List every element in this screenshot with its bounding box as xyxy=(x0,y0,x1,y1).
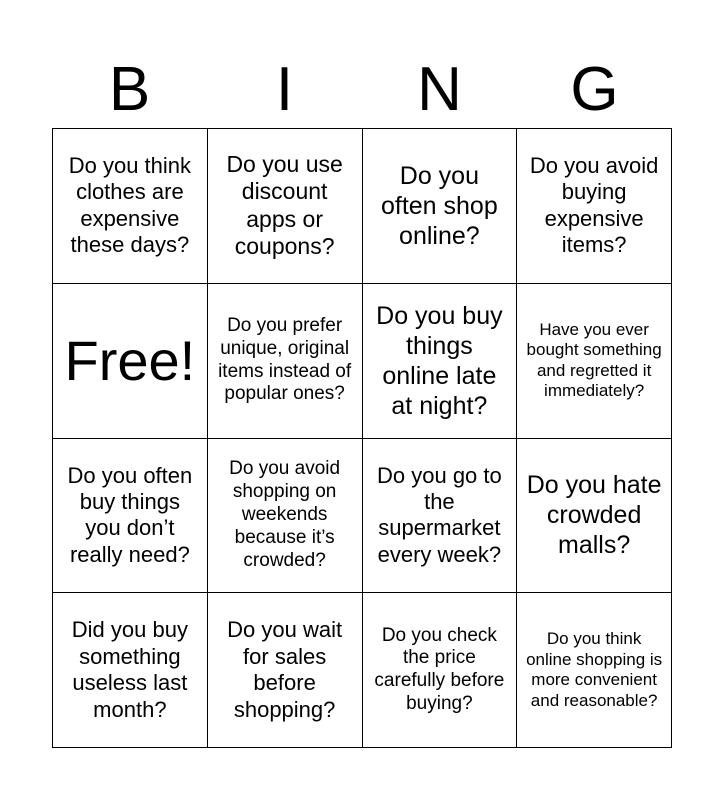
bingo-cell[interactable] xyxy=(517,284,672,439)
cell-text: Do you often buy things you don’t really need? xyxy=(67,462,193,567)
cell-text: Have you ever bought something and regretted it immediately? xyxy=(526,319,662,401)
header-letter-b: B xyxy=(108,55,151,124)
bingo-card xyxy=(52,128,672,748)
free-space-cell[interactable] xyxy=(53,284,208,439)
bingo-cell[interactable] xyxy=(53,439,208,594)
cell-text: Do you prefer unique, original items instead of popular ones? xyxy=(218,315,352,405)
bingo-cell[interactable] xyxy=(53,593,208,748)
cell-text: Do you buy things online late at night? xyxy=(376,301,503,420)
bingo-cell[interactable] xyxy=(517,129,672,284)
cell-text: Do you use discount apps or coupons? xyxy=(226,150,343,260)
bingo-cell[interactable] xyxy=(363,284,518,439)
free-space-text: Free! xyxy=(64,329,196,393)
cell-text: Do you go to the supermarket every week? xyxy=(377,462,502,567)
cell-text: Do you avoid buying expensive items? xyxy=(529,153,659,258)
header-letter-n: N xyxy=(417,55,462,124)
cell-text: Do you avoid shopping on weekends because it’s crowded? xyxy=(229,458,341,571)
bingo-cell[interactable] xyxy=(363,593,518,748)
cell-text: Do you often shop online? xyxy=(380,161,498,250)
bingo-cell[interactable] xyxy=(208,284,363,439)
bingo-cell[interactable] xyxy=(53,129,208,284)
bingo-cell[interactable] xyxy=(208,129,363,284)
bingo-cell[interactable] xyxy=(517,439,672,594)
cell-text: Do you check the price carefully before buying? xyxy=(374,624,505,714)
header-letter-i: I xyxy=(275,55,294,124)
cell-text: Do you hate crowded malls? xyxy=(526,471,662,560)
bingo-cell[interactable] xyxy=(363,129,518,284)
cell-text: Do you think clothes are expensive these days? xyxy=(68,153,192,258)
bingo-cell[interactable] xyxy=(208,439,363,594)
cell-text: Do you wait for sales before shopping? xyxy=(227,617,343,722)
bingo-header xyxy=(52,52,672,128)
cell-text: Did you buy something useless last month? xyxy=(71,617,188,722)
bingo-cell[interactable] xyxy=(517,593,672,748)
header-letter-g: G xyxy=(570,55,619,124)
bingo-cell[interactable] xyxy=(208,593,363,748)
cell-text: Do you think online shopping is more convenient and reasonable? xyxy=(526,629,663,710)
bingo-cell[interactable] xyxy=(363,439,518,594)
